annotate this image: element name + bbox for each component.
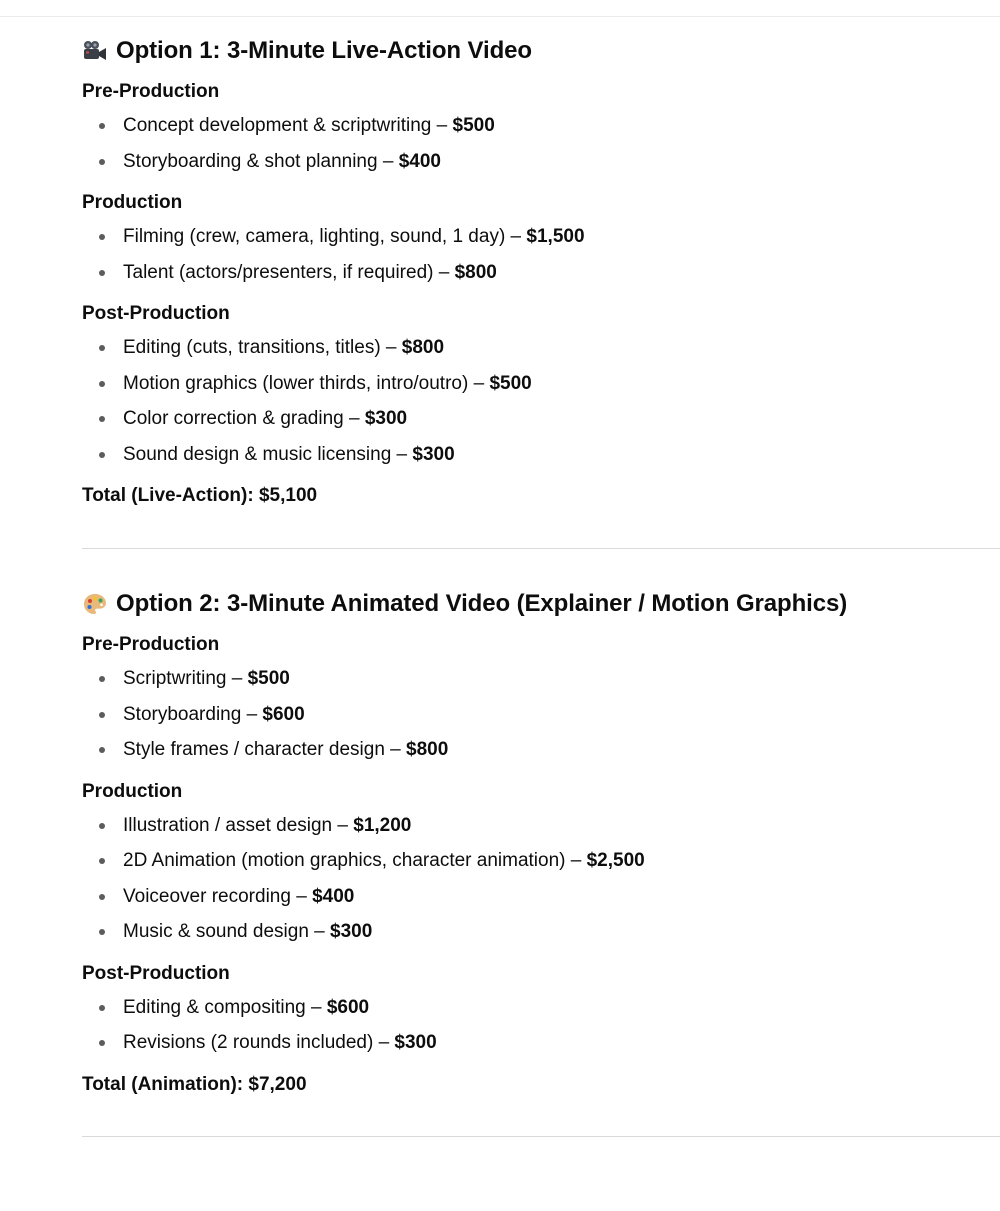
item-price: $1,200 — [353, 814, 412, 836]
item-text: Revisions (2 rounds included) – — [123, 1032, 395, 1053]
option-1-section — [82, 0, 1000, 586]
option-1-title — [82, 33, 1000, 69]
item-price: $300 — [412, 443, 455, 465]
bullet-icon — [99, 416, 105, 422]
item-text: Style frames / character design – — [123, 739, 407, 760]
item-price: $300 — [394, 1032, 437, 1053]
total-live-action: Total (Live-Action): $5,100 — [82, 485, 318, 506]
bullet-icon — [99, 858, 105, 864]
item-list — [82, 113, 1000, 184]
item-text: Sound design & music licensing – — [123, 443, 413, 465]
list-item — [82, 884, 1000, 920]
item-price: $400 — [312, 885, 355, 907]
list-item — [82, 995, 1000, 1031]
option-title-text: Option 2: 3-Minute Animated Video (Explainer / Motion Graphics) — [116, 590, 848, 617]
item-text: Motion graphics (lower thirds, intro/outro) – — [123, 372, 490, 394]
item-text: Concept development & scriptwriting – — [123, 115, 453, 136]
item-price: $800 — [454, 261, 497, 283]
item-text: Voiceover recording – — [123, 885, 313, 907]
bullet-icon — [99, 823, 105, 829]
item-text: 2D Animation (motion graphics, character animation) – — [123, 850, 587, 871]
item-list — [82, 813, 1000, 955]
list-item — [82, 149, 1000, 185]
item-text: Color correction & grading – — [123, 408, 365, 429]
bullet-icon — [99, 712, 105, 718]
phase-heading-post-production: Post-Production — [82, 962, 230, 984]
list-item — [82, 666, 1000, 702]
bullet-icon — [99, 452, 105, 458]
item-price: $400 — [398, 150, 441, 172]
option-title-text: Option 1: 3-Minute Live-Action Video — [116, 37, 532, 64]
list-item — [82, 737, 1000, 773]
item-text: Talent (actors/presenters, if required) – — [123, 261, 455, 283]
item-list — [82, 995, 1000, 1066]
item-text: Scriptwriting – — [123, 668, 248, 689]
item-price: $800 — [401, 337, 445, 358]
section-divider — [82, 1136, 1000, 1137]
item-price: $300 — [330, 921, 373, 942]
list-item — [82, 335, 1000, 371]
bullet-icon — [99, 1040, 105, 1046]
list-item — [82, 224, 1000, 260]
item-text: Music & sound design – — [123, 921, 331, 942]
list-item — [82, 260, 1000, 296]
item-price: $600 — [326, 996, 370, 1018]
item-text: Editing & compositing – — [123, 996, 327, 1018]
item-text: Storyboarding & shot planning – — [123, 150, 399, 172]
bullet-icon — [99, 123, 105, 129]
item-price: $500 — [452, 115, 495, 136]
bullet-icon — [99, 159, 105, 165]
item-text: Storyboarding – — [123, 703, 263, 725]
item-price: $500 — [489, 372, 532, 394]
item-text: Illustration / asset design – — [123, 814, 354, 836]
phase-heading-production: Production — [82, 780, 183, 802]
list-item — [82, 406, 1000, 442]
list-item — [82, 1030, 1000, 1066]
bullet-icon — [99, 270, 105, 276]
bullet-icon — [99, 381, 105, 387]
bullet-icon — [99, 234, 105, 240]
item-price: $800 — [406, 739, 449, 760]
total-animation: Total (Animation): $7,200 — [82, 1073, 307, 1095]
item-list — [82, 224, 1000, 295]
item-price: $1,500 — [526, 226, 585, 247]
phase-heading-pre-production: Pre-Production — [82, 634, 220, 655]
bullet-icon — [99, 894, 105, 900]
list-item — [82, 919, 1000, 955]
item-text: Filming (crew, camera, lighting, sound, 1 day) – — [123, 226, 527, 247]
phase-heading-production: Production — [82, 192, 183, 213]
item-list — [82, 666, 1000, 773]
bullet-icon — [99, 929, 105, 935]
item-price: $300 — [364, 408, 408, 429]
list-item — [82, 813, 1000, 849]
item-price: $600 — [262, 703, 305, 725]
message-content — [82, 0, 1000, 1137]
option-2-section — [82, 586, 1000, 1137]
list-item — [82, 702, 1000, 738]
list-item — [82, 442, 1000, 478]
bullet-icon — [99, 345, 105, 351]
bullet-icon — [99, 676, 105, 682]
item-text: Editing (cuts, transitions, titles) – — [123, 337, 402, 358]
bullet-icon — [99, 1005, 105, 1011]
item-list — [82, 335, 1000, 477]
phase-heading-post-production: Post-Production — [82, 303, 230, 324]
list-item — [82, 848, 1000, 884]
list-item — [82, 371, 1000, 407]
list-item — [82, 113, 1000, 149]
bullet-icon — [99, 747, 105, 753]
item-price: $500 — [247, 668, 290, 689]
phase-heading-pre-production: Pre-Production — [82, 81, 220, 102]
item-price: $2,500 — [586, 850, 645, 871]
option-2-title — [82, 586, 1000, 622]
artist-palette-icon — [82, 591, 108, 617]
movie-camera-icon — [82, 38, 108, 64]
